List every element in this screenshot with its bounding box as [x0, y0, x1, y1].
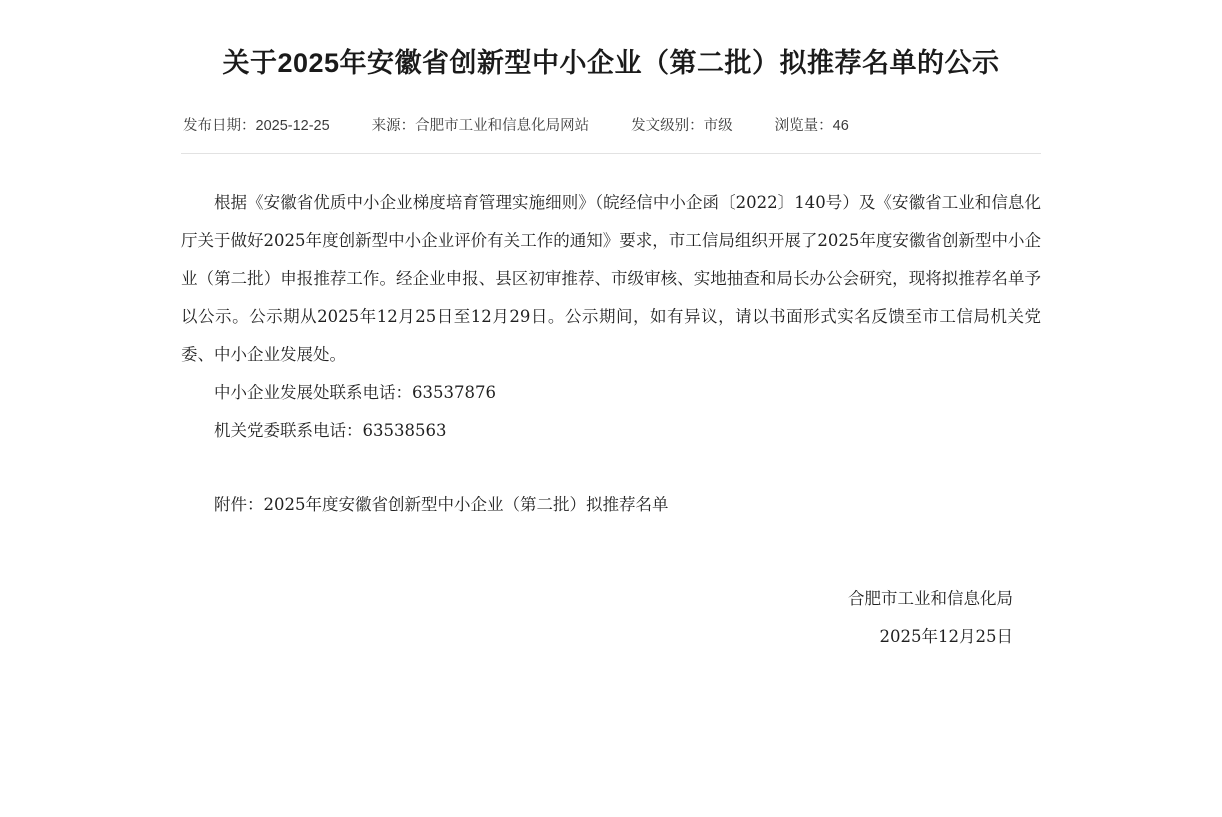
contact-phone-development-office: 中小企业发展处联系电话：63537876: [214, 383, 496, 402]
document-signature: [181, 580, 1041, 656]
meta-publish-date-value: 2025-12-25: [255, 118, 330, 134]
header-divider: [181, 153, 1041, 154]
meta-views: [775, 114, 849, 135]
meta-source-label: 来源：: [371, 118, 416, 134]
document-body: [181, 184, 1041, 524]
meta-source: [372, 114, 590, 135]
body-paragraph-1: 根据《安徽省优质中小企业梯度培育管理实施细则》（皖经信中小企函〔2022〕140号）及《安徽省工业和信息化厅关于做好2025年度创新型中小企业评价有关工作的通知》要求，市工信局组织开展了2025年度安徽省创新型中小企业（第二批）申报推荐工作。经企业申报、县区初审推荐、市级审核、实地抽查和局长办公会研究，现将拟推荐名单予以公示。公示期从2025年12月25日至12月29日。公示期间，如有异议，请以书面形式实名反馈至市工信局机关党委、中小企业发展处。: [181, 193, 1041, 364]
meta-publish-date: [183, 114, 330, 135]
meta-publish-date-label: 发布日期：: [183, 118, 256, 134]
meta-source-value: 合肥市工业和信息化局网站: [415, 118, 590, 134]
document-content: [181, 0, 1041, 656]
meta-views-value: 46: [832, 118, 849, 134]
meta-level-value: 市级: [703, 118, 733, 134]
signature-date: 2025年12月25日: [879, 627, 1013, 646]
contact-phone-party-committee: 机关党委联系电话：63538563: [214, 421, 447, 440]
meta-views-label: 浏览量：: [774, 118, 833, 134]
meta-level: [631, 114, 733, 135]
document-meta-bar: [181, 114, 1041, 135]
attachment-line: 附件：2025年度安徽省创新型中小企业（第二批）拟推荐名单: [214, 495, 669, 514]
page-title: 关于2025年安徽省创新型中小企业（第二批）拟推荐名单的公示: [222, 48, 1000, 78]
signature-issuer: 合肥市工业和信息化局: [848, 589, 1013, 608]
meta-level-label: 发文级别：: [631, 118, 704, 134]
